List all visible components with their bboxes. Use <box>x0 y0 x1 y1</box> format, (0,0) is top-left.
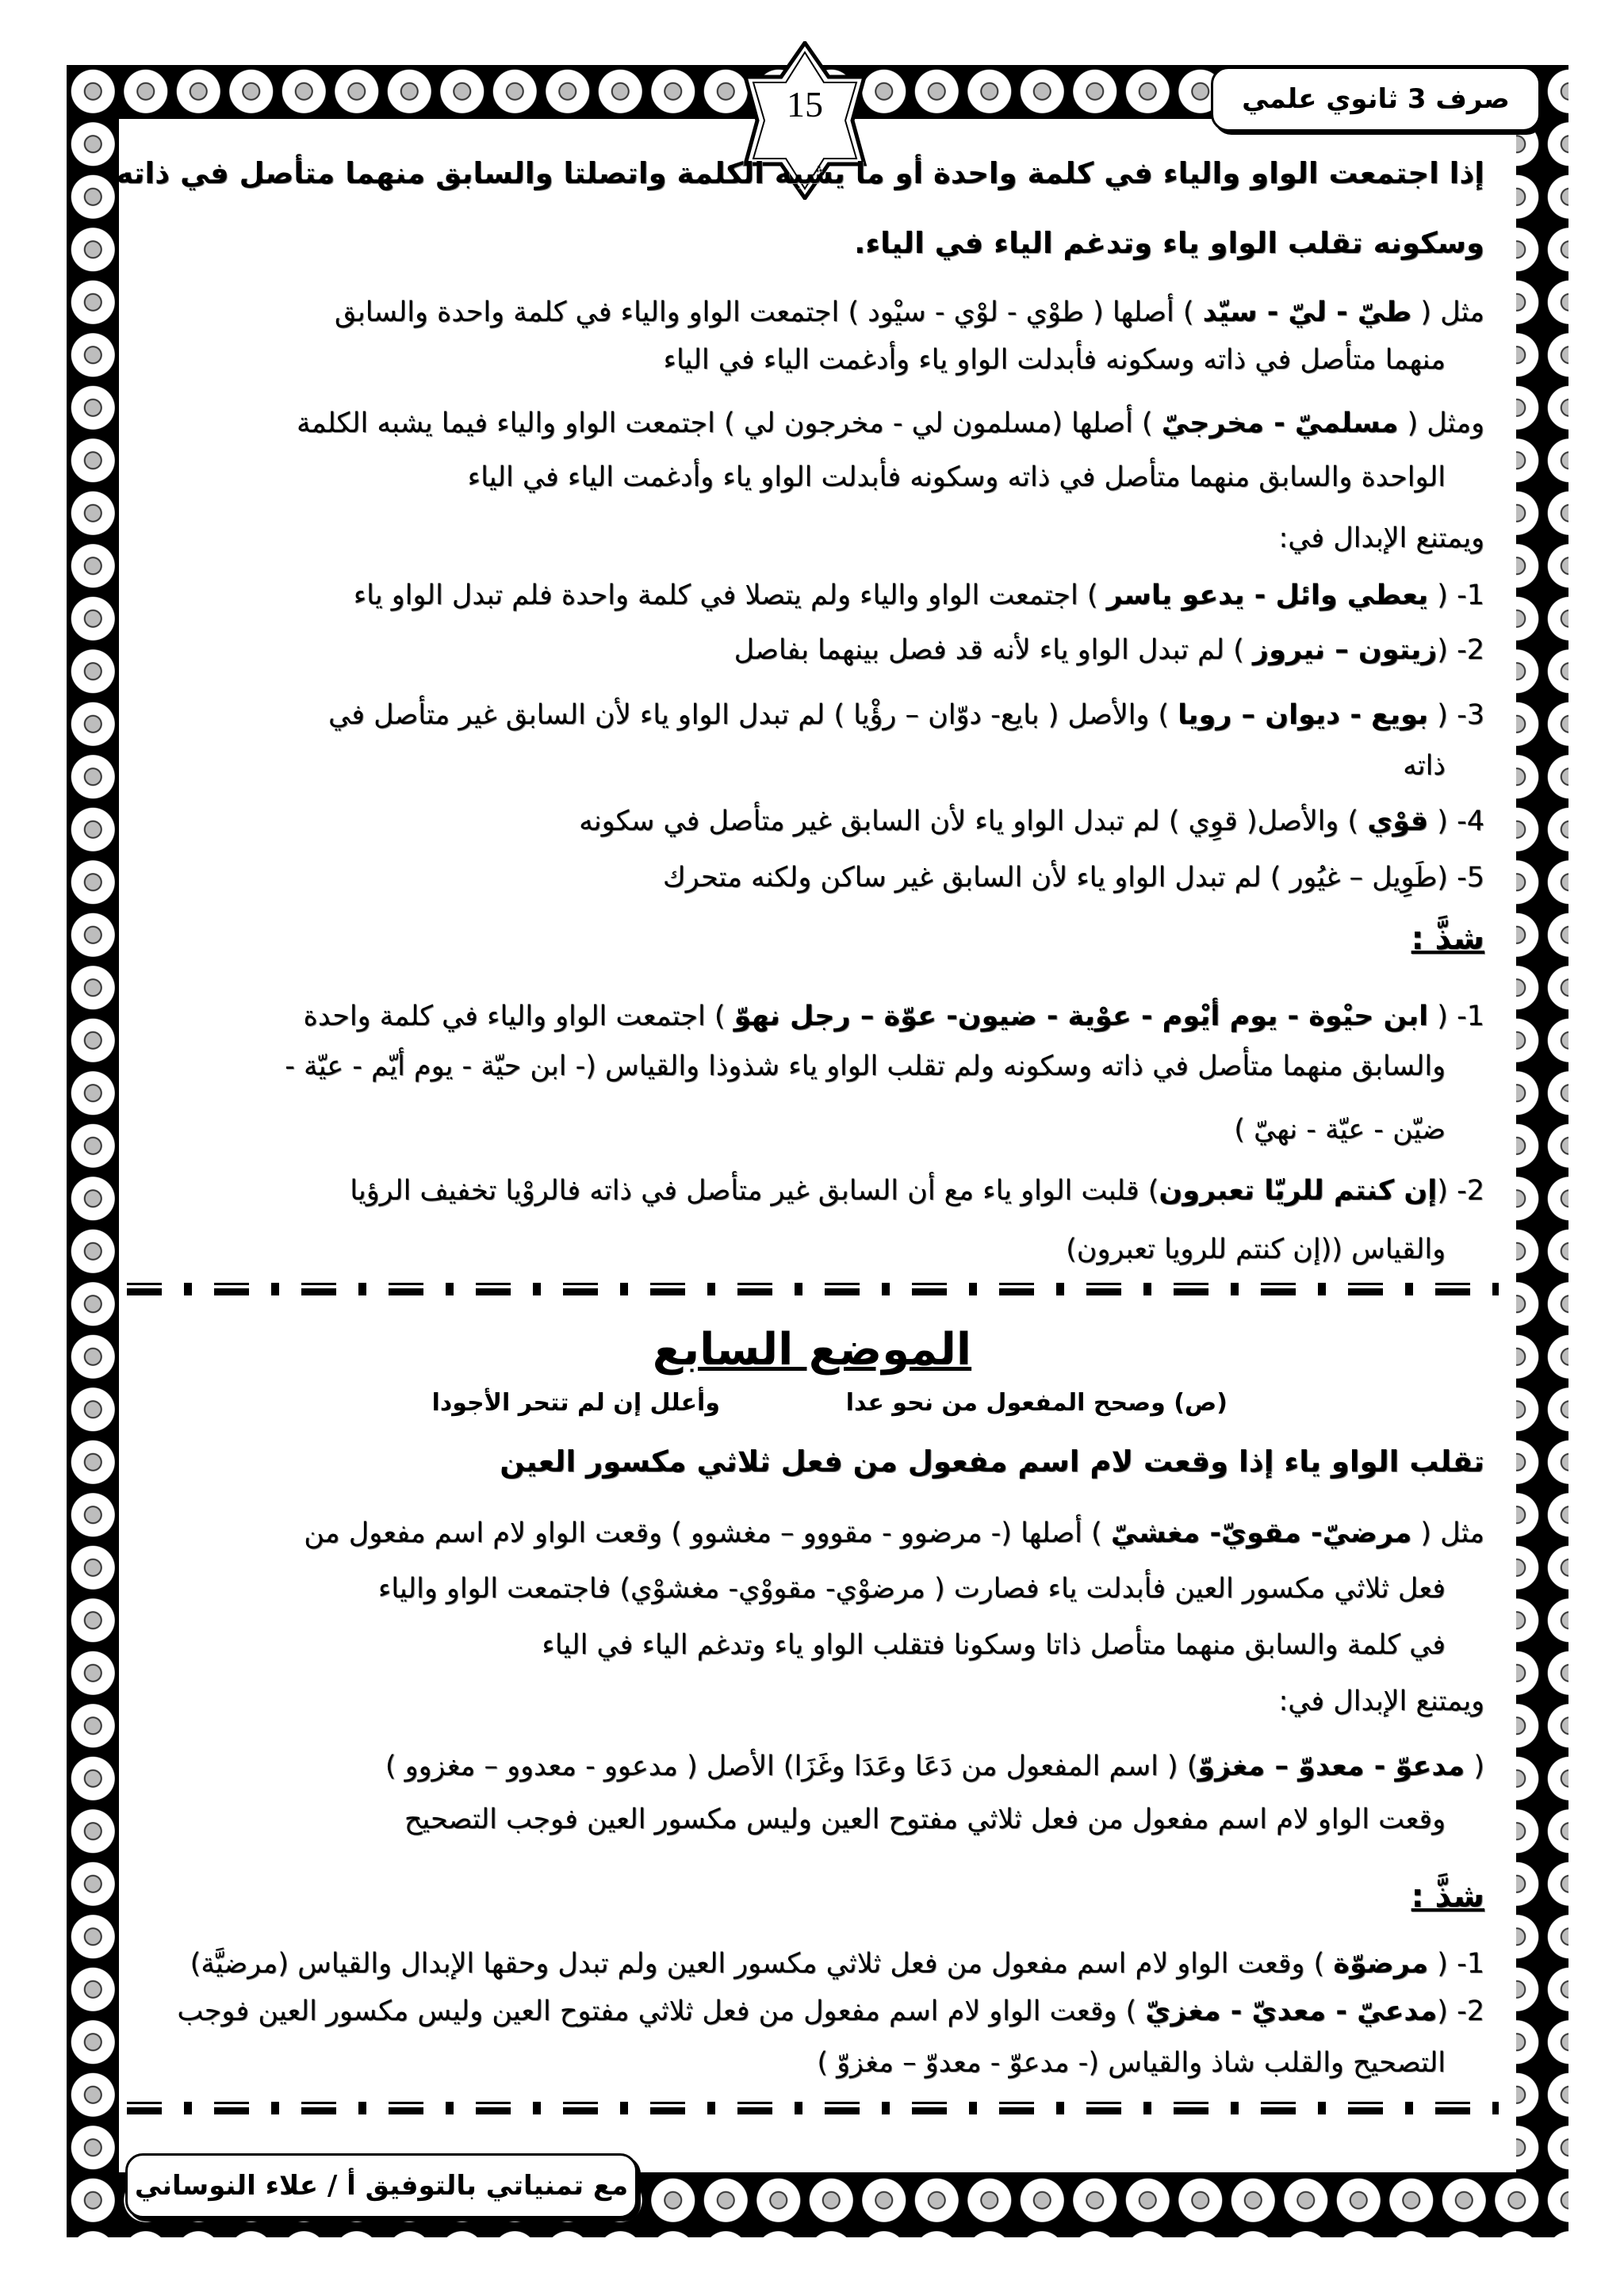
text-segment: ضيّن - عيّة - نهيّ ) <box>1234 1114 1446 1146</box>
text-line <box>285 1047 1446 1085</box>
bold-example-text: يعطي وائل - يدعو ياسر <box>1106 580 1429 611</box>
page-number: 15 <box>787 84 823 124</box>
text-line <box>579 802 1484 840</box>
text-segment: ) وقعت الواو لام اسم مفعول من فعل ثلاثي مفتوح العين وليس مكسور العين فوجب <box>177 1996 1146 2027</box>
text-segment: والسابق منهما متأصل في ذاته وسكونه ولم تقلب الواو ياء شذوذا والقياس (- ابن حيّة - يوم أيّم - عيّة - <box>285 1050 1446 1082</box>
text-line <box>1278 1682 1484 1720</box>
text-line <box>1411 920 1484 958</box>
text-segment: ) أصلها (مسلمون لي - مخرجون لي ) اجتمعت الواو والياء فيما يشبه الكلمة <box>296 408 1162 439</box>
text-line <box>304 997 1484 1035</box>
bold-example-text: مرضوّة <box>1333 1948 1429 1980</box>
text-segment: في كلمة والسابق منهما متأصل ذاتا وسكونا فتقلب الواو ياء وتدغم الياء في الياء <box>542 1629 1446 1661</box>
bold-example-text: مرضيّ- مقويّ- مغشيّ <box>1110 1517 1412 1549</box>
text-segment: ) والأصل ( بايع- دوّان – رؤْيا ) لم تبدل الواو ياء لأن السابق غير متأصل في <box>328 699 1178 731</box>
text-line <box>1066 1230 1446 1269</box>
verse-first-hemistich: (ص) وصحح المفعول من نحو عدا <box>845 1389 1228 1417</box>
text-segment: الواحدة والسابق منهما متأصل في ذاته وسكونه فأبدلت الواو ياء وأدغمت الياء في الياء <box>467 461 1446 493</box>
text-line <box>116 155 1484 193</box>
text-line <box>297 404 1484 442</box>
text-line <box>500 1443 1484 1481</box>
section-divider <box>127 1278 1499 1295</box>
bold-example-text: تقلب الواو ياء إذا وقعت لام اسم مفعول من فعل ثلاثي مكسور العين <box>500 1445 1484 1479</box>
text-segment: ) ( اسم المفعول من دَعَا وعَدَا وغَزَا) الأصل ( مدعوو - معدوو – مغزوو ) <box>385 1751 1198 1782</box>
bold-example-text: شذَّ : <box>1411 1878 1484 1915</box>
text-segment: مثل ( <box>1411 297 1484 328</box>
text-line <box>468 458 1446 496</box>
text-segment: ويمتنع الإبدال في: <box>1278 1686 1484 1717</box>
bold-example-text: مدعيّ - معديّ - مغزيّ <box>1145 1996 1438 2027</box>
bold-example-text: وسكونه تقلب الواو ياء وتدغم الياء في الياء. <box>854 226 1484 260</box>
bold-example-text: مدعوّ - معدوّ – مغزوّ <box>1197 1751 1465 1782</box>
text-segment: مثل ( <box>1411 1517 1484 1549</box>
footer-signature <box>125 2153 638 2218</box>
bold-example-text: بويع - ديوان – رويا <box>1178 699 1429 731</box>
text-segment: ) وقعت الواو لام اسم مفعول من فعل ثلاثي مكسور العين ولم تبدل وحقها الإبدال والقياس (مرضيَّة) <box>190 1948 1334 1980</box>
text-segment: 1- ( <box>1428 580 1484 611</box>
bold-example-text: إن كنتم للريّا تعبرون <box>1159 1175 1438 1207</box>
bold-example-text: طيّ - ليّ - سيّد <box>1202 297 1412 328</box>
text-segment: 3- ( <box>1428 699 1484 731</box>
text-segment: والقياس ((إن كنتم للرويا تعبرون) <box>1066 1234 1446 1265</box>
bold-example-text: قوْي <box>1367 806 1429 837</box>
text-line <box>354 576 1484 614</box>
bold-example-text: مسلميّ - مخرجيّ <box>1161 408 1399 439</box>
text-segment: ذاته <box>1403 750 1446 782</box>
verse-second-hemistich: وأعلل إن لم تتحر الأجودا <box>431 1389 720 1417</box>
text-segment: ) والأصل( قوِي ) لم تبدل الواو ياء لأن السابق غير متأصل في سكونه <box>579 806 1368 837</box>
text-segment: ويمتنع الإبدال في: <box>1278 522 1484 554</box>
text-segment: ) اجتمعت الواو والياء في كلمة واحدة <box>303 1001 734 1032</box>
text-segment: وقعت الواو لام اسم مفعول من فعل ثلاثي مفتوح العين وليس مكسور العين فوجب التصحيح <box>404 1804 1446 1835</box>
text-line <box>335 293 1484 331</box>
text-line <box>404 1800 1446 1839</box>
bold-example-text: ابن حيْوة - يوم أيْوم - عوْية - ضيون- عوّة – رجل نهوّ <box>733 1001 1429 1032</box>
text-segment: ( <box>1465 1751 1484 1782</box>
footer-text: مع تمنياتي بالتوفيق أ / علاء النوساني <box>134 2170 629 2202</box>
text-line <box>817 2044 1446 2082</box>
bold-example-text: شذَّ : <box>1411 920 1484 957</box>
text-segment: ) أصلها (- مرضوو - مقووو – مغشوو ) وقعت الواو لام اسم مفعول من <box>304 1517 1111 1549</box>
text-line <box>350 1172 1484 1210</box>
text-segment: 2- ( <box>1437 634 1484 666</box>
text-line <box>664 341 1446 379</box>
bold-example-text: زيتون – نيروز <box>1252 634 1438 666</box>
text-line <box>385 1747 1484 1785</box>
text-segment: ) اجتمعت الواو والياء ولم يتصلا في كلمة واحدة فلم تبدل الواو ياء <box>353 580 1107 611</box>
section-divider <box>127 2097 1499 2114</box>
text-line <box>1234 1111 1446 1149</box>
text-segment: التصحيح والقلب شاذ والقياس (- مدعوّ - معدوّ – مغزوّ ) <box>817 2047 1446 2079</box>
text-line <box>190 1945 1484 1983</box>
text-line <box>1278 519 1484 557</box>
text-line <box>378 1570 1446 1608</box>
text-segment: ) قلبت الواو ياء مع أن السابق غير متأصل في ذاته فالروْيا تخفيف الرؤيا <box>350 1175 1159 1207</box>
text-segment: منهما متأصل في ذاته وسكونه فأبدلت الواو ياء وأدغمت الياء في الياء <box>663 344 1446 376</box>
text-segment: 2- ( <box>1437 1175 1484 1207</box>
bold-example-text: إذا اجتمعت الواو والياء في كلمة واحدة أو ما يشبه الكلمة واتصلتا والسابق منهما متأصل في ذاته <box>116 156 1484 190</box>
text-line <box>304 1514 1484 1552</box>
text-line <box>734 631 1484 669</box>
text-line <box>177 1992 1484 2030</box>
text-segment: 2- ( <box>1437 1996 1484 2027</box>
text-line <box>1411 1877 1484 1915</box>
text-line <box>1403 747 1446 785</box>
text-line <box>854 224 1484 262</box>
section-title: الموضع السابع <box>652 1324 972 1376</box>
text-segment: فعل ثلاثي مكسور العين فأبدلت ياء فصارت ( مرضوْي- مقووْي- مغشوْي) فاجتمعت الواو والياء <box>377 1573 1446 1605</box>
text-line <box>328 696 1484 734</box>
text-segment: ) لم تبدل الواو ياء لأنه قد فصل بينهما بفاصل <box>733 634 1253 666</box>
text-segment: 4- ( <box>1428 806 1484 837</box>
text-line <box>663 859 1484 897</box>
text-segment: ومثل ( <box>1398 408 1484 439</box>
text-segment: 1- ( <box>1428 1001 1484 1032</box>
text-segment: 1- ( <box>1428 1948 1484 1980</box>
subject-label-text: صرف 3 ثانوي علمي <box>1242 83 1510 115</box>
text-segment: 5- (طَوِيل – غيُور ) لم تبدل الواو ياء لأن السابق غير ساكن ولكنه متحرك <box>662 862 1484 894</box>
text-line <box>542 1626 1446 1664</box>
subject-label <box>1211 67 1541 132</box>
text-segment: ) أصلها ( طوْي - لوْي - سيْود ) اجتمعت الواو والياء في كلمة واحدة والسابق <box>334 297 1203 328</box>
